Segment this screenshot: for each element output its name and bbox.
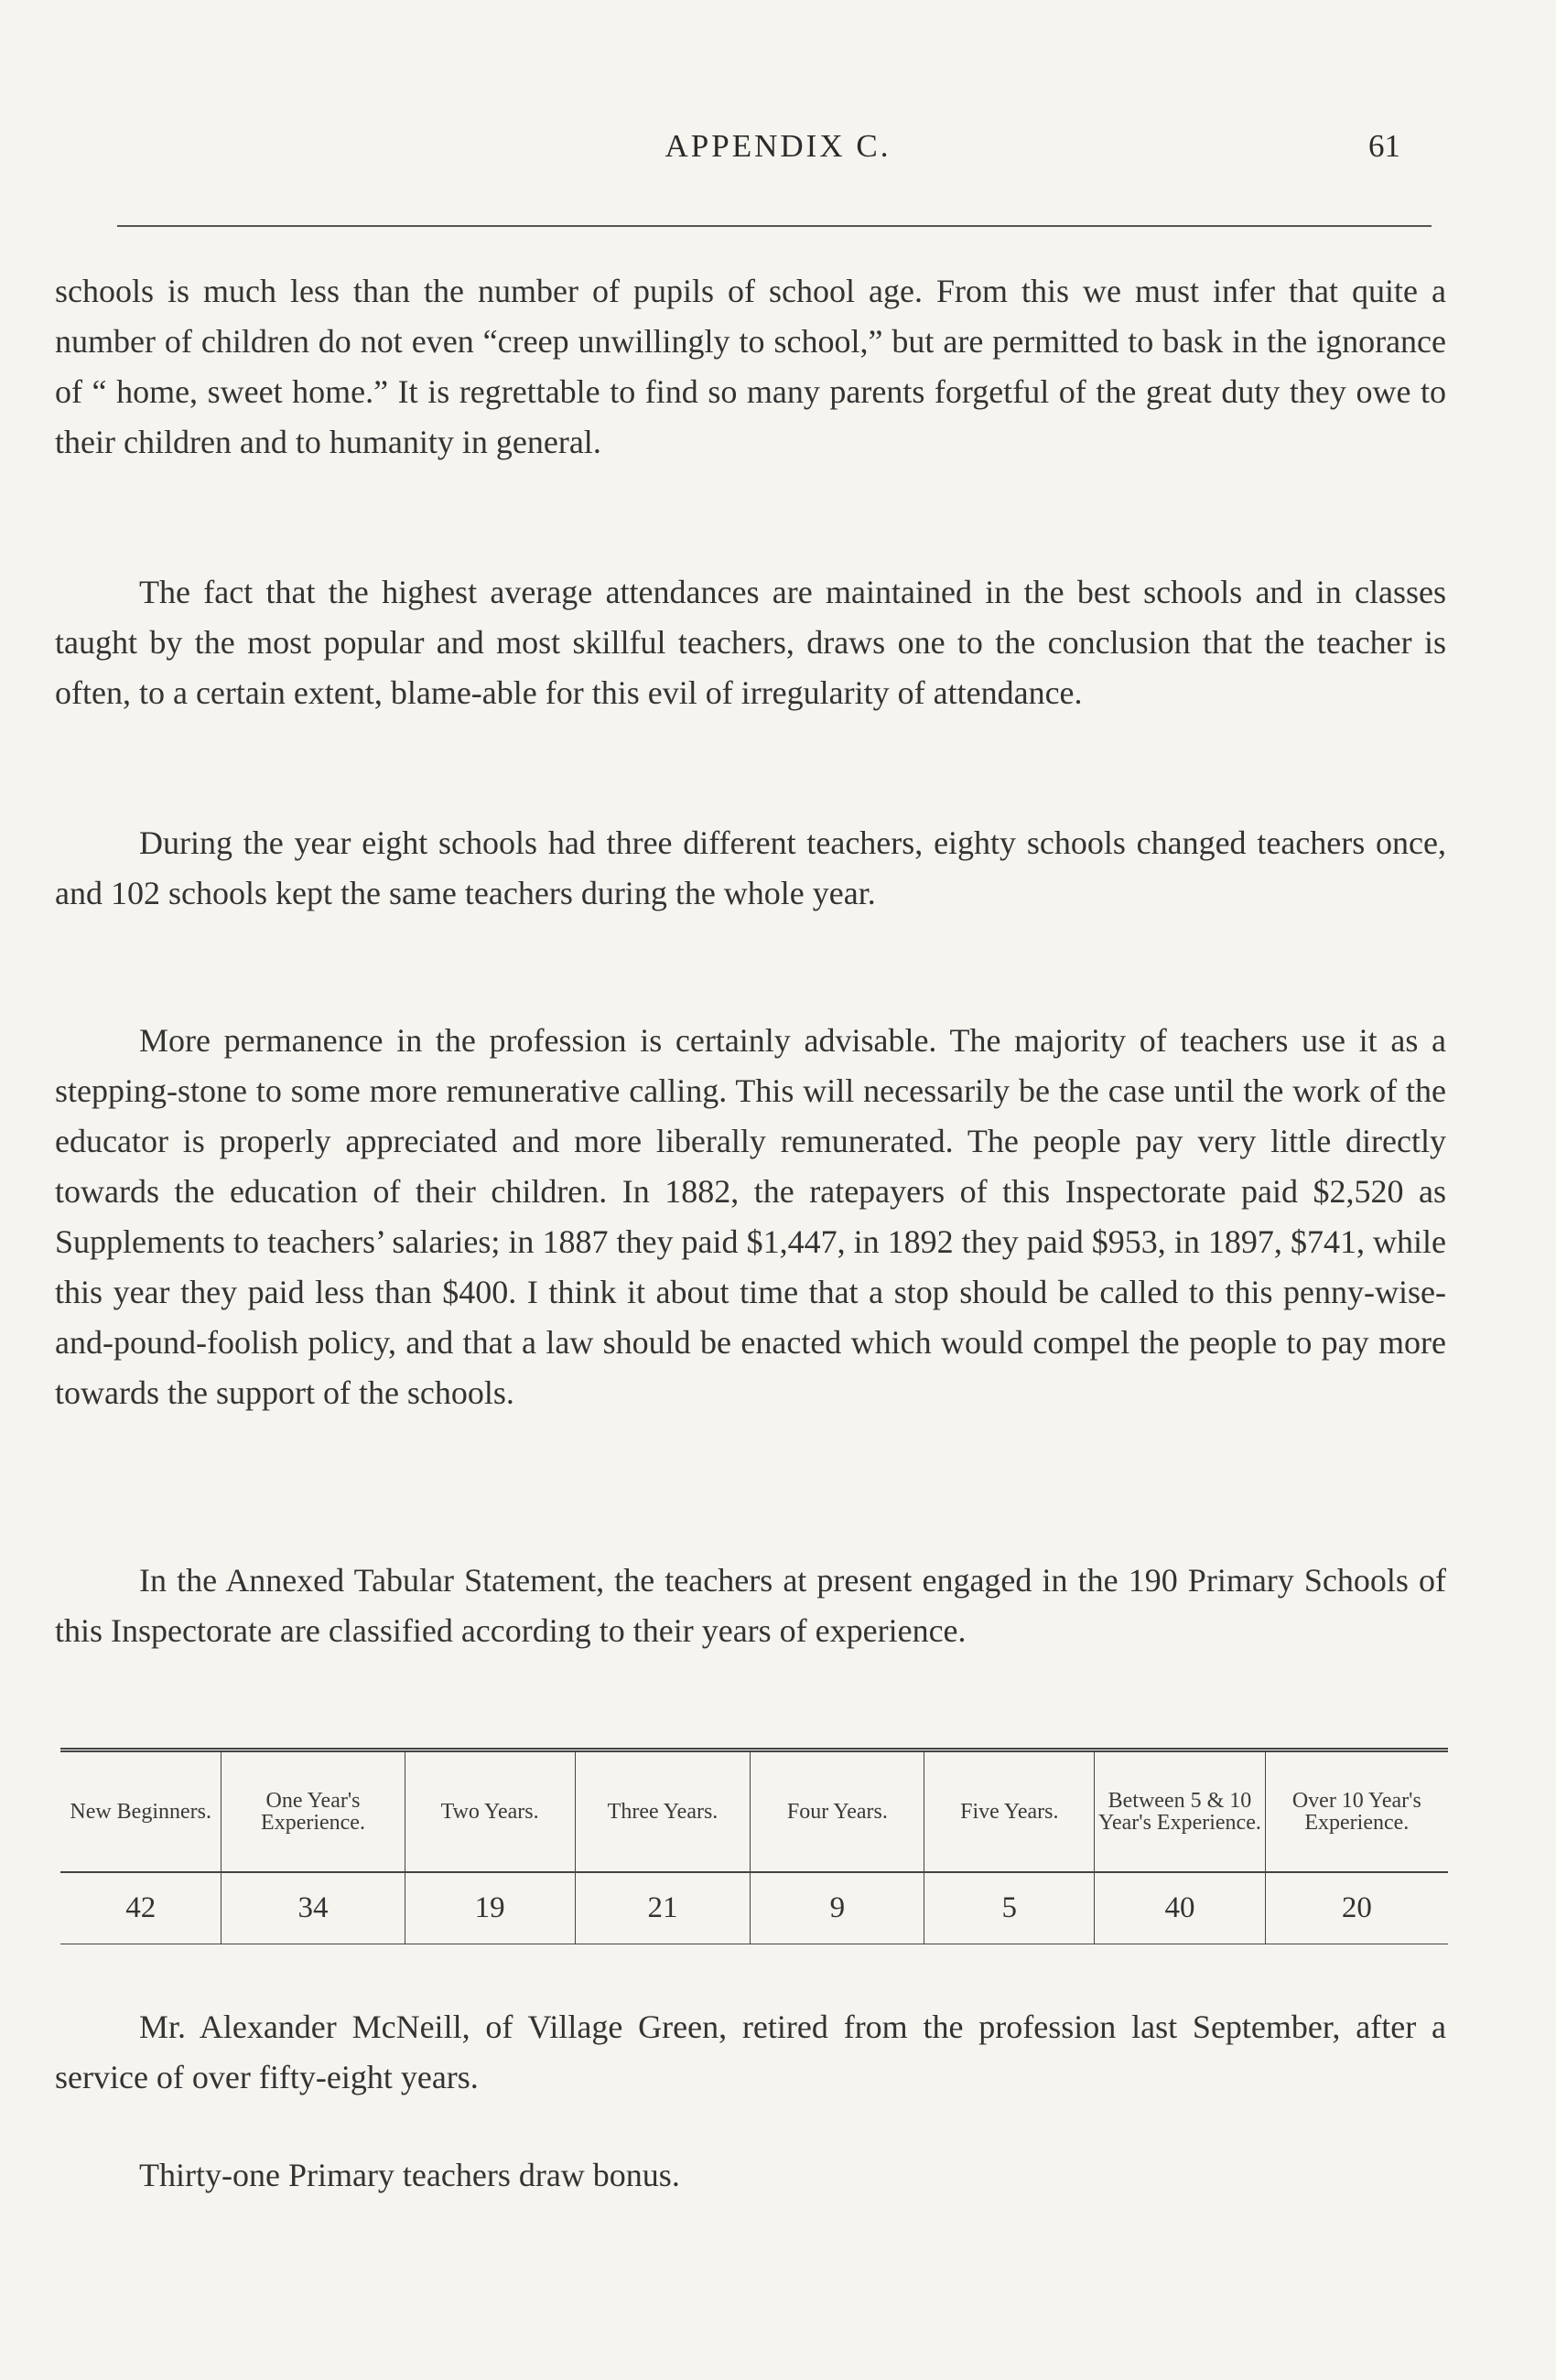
paragraph-2	[55, 567, 1446, 718]
paragraph-text: Thirty-one Primary teachers draw bonus.	[139, 2157, 680, 2193]
table-header-cell: Three Years.	[575, 1750, 751, 1873]
table-cell: 5	[924, 1872, 1095, 1944]
paragraph-text: schools is much less than the number of pupils of school age. From this we must infer that quite a number of children do not even “creep unwillingly to school,” but are permitted to bask in the ignorance of “ home, sweet home.” It is regrettable to find so many parents forgetful of the great duty they owe to their children and to humanity in general.	[55, 273, 1446, 460]
table-header-cell: New Beginners.	[60, 1750, 222, 1873]
paragraph-3	[55, 818, 1446, 919]
table-cell: 9	[751, 1872, 924, 1944]
paragraph-text: Mr. Alexander McNeill, of Village Green, retired from the profession last September, after a service of over fifty-eight years.	[55, 2008, 1446, 2095]
table-cell: 42	[60, 1872, 222, 1944]
table-header-cell: Five Years.	[924, 1750, 1095, 1873]
paragraph-text: During the year eight schools had three different teachers, eighty schools changed teachers once, and 102 schools kept the same teachers during the whole year.	[55, 824, 1446, 911]
table-header-cell: Four Years.	[751, 1750, 924, 1873]
table-cell: 34	[222, 1872, 405, 1944]
paragraph-text: The fact that the highest average attendances are maintained in the best schools and in classes taught by the most popular and most skillful teachers, draws one to the conclusion that the teacher is often, to a certain extent, blame-able for this evil of irregularity of attendance.	[55, 574, 1446, 711]
table-cell: 20	[1265, 1872, 1448, 1944]
teacher-experience-table	[60, 1748, 1448, 1944]
header-rule	[117, 225, 1432, 227]
table-cell: 40	[1095, 1872, 1265, 1944]
paragraph-1	[55, 266, 1446, 468]
paragraph-6	[55, 2002, 1446, 2103]
paragraph-5	[55, 1556, 1446, 1656]
paragraph-text: In the Annexed Tabular Statement, the teachers at present engaged in the 190 Primary Schools of this Inspectorate are classified according to their years of experience.	[55, 1562, 1446, 1649]
paragraph-4	[55, 1016, 1446, 1418]
table-header-row	[60, 1750, 1448, 1873]
paragraph-7	[55, 2150, 1446, 2201]
table-header-cell: Over 10 Year's Experience.	[1265, 1750, 1448, 1873]
table-cell: 21	[575, 1872, 751, 1944]
running-title: APPENDIX C.	[665, 128, 891, 164]
page-number: 61	[1368, 128, 1400, 164]
table-header-cell: One Year's Experience.	[222, 1750, 405, 1873]
running-header	[55, 128, 1501, 174]
table-header-cell: Between 5 & 10 Year's Experience.	[1095, 1750, 1265, 1873]
table-cell: 19	[405, 1872, 575, 1944]
table-header-cell: Two Years.	[405, 1750, 575, 1873]
paragraph-text: More permanence in the profession is certainly advisable. The majority of teachers use it as a stepping-stone to some more remunerative calling. This will necessarily be the case until the work of the educator is properly appreciated and more liberally remunerated. The people pay very little directly towards the education of their children. In 1882, the ratepayers of this Inspectorate paid $2,520 as Supplements to teachers’ salaries; in 1887 they paid $1,447, in 1892 they paid $953, in 1897, $741, while this year they paid less than $400. I think it about time that a stop should be called to this penny-wise-and-pound-foolish policy, and that a law should be enacted which would compel the people to pay more towards the support of the schools.	[55, 1022, 1446, 1411]
table-row	[60, 1872, 1448, 1944]
